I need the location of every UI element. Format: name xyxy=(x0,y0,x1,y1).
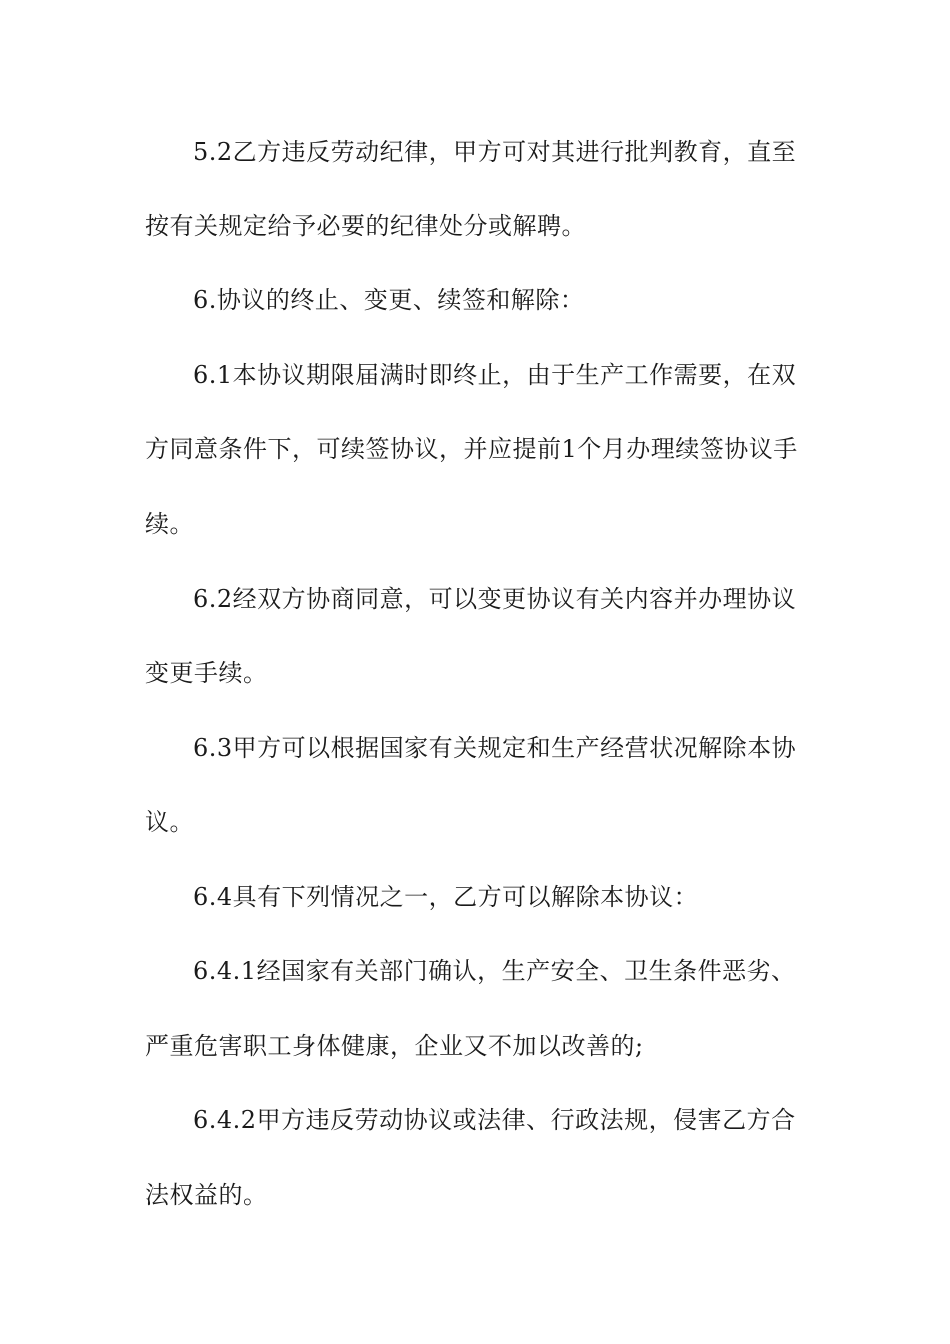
paragraph-6-4-line-1: 6.4具有下列情况之一，乙方可以解除本协议： xyxy=(193,883,699,911)
paragraph-6-4-1-line-1: 6.4.1经国家有关部门确认，生产安全、卫生条件恶劣、 xyxy=(193,957,796,985)
paragraph-5-2-line-1: 5.2乙方违反劳动纪律，甲方可对其进行批判教育，直至 xyxy=(193,138,797,166)
paragraph-6-4-2-line-1: 6.4.2甲方违反劳动协议或法律、行政法规，侵害乙方合 xyxy=(193,1106,796,1134)
paragraph-6-1-line-1: 6.1本协议期限届满时即终止，由于生产工作需要，在双 xyxy=(193,361,797,389)
paragraph-6-4-1-line-2: 严重危害职工身体健康，企业又不加以改善的; xyxy=(145,1032,644,1060)
paragraph-6-2-line-1: 6.2经双方协商同意，可以变更协议有关内容并办理协议 xyxy=(193,585,797,613)
paragraph-6-2-line-2: 变更手续。 xyxy=(145,659,268,687)
paragraph-6-1-line-2: 方同意条件下，可续签协议，并应提前1个月办理续签协议手 xyxy=(145,435,798,463)
paragraph-6-3-line-2: 议。 xyxy=(145,808,194,836)
paragraph-6-4-2-line-2: 法权益的。 xyxy=(145,1181,268,1209)
paragraph-6-3-line-1: 6.3甲方可以根据国家有关规定和生产经营状况解除本协 xyxy=(193,734,797,762)
paragraph-6-1-line-3: 续。 xyxy=(145,510,194,538)
section-6-heading: 6.协议的终止、变更、续签和解除： xyxy=(193,286,585,314)
paragraph-5-2-line-2: 按有关规定给予必要的纪律处分或解聘。 xyxy=(145,212,586,240)
